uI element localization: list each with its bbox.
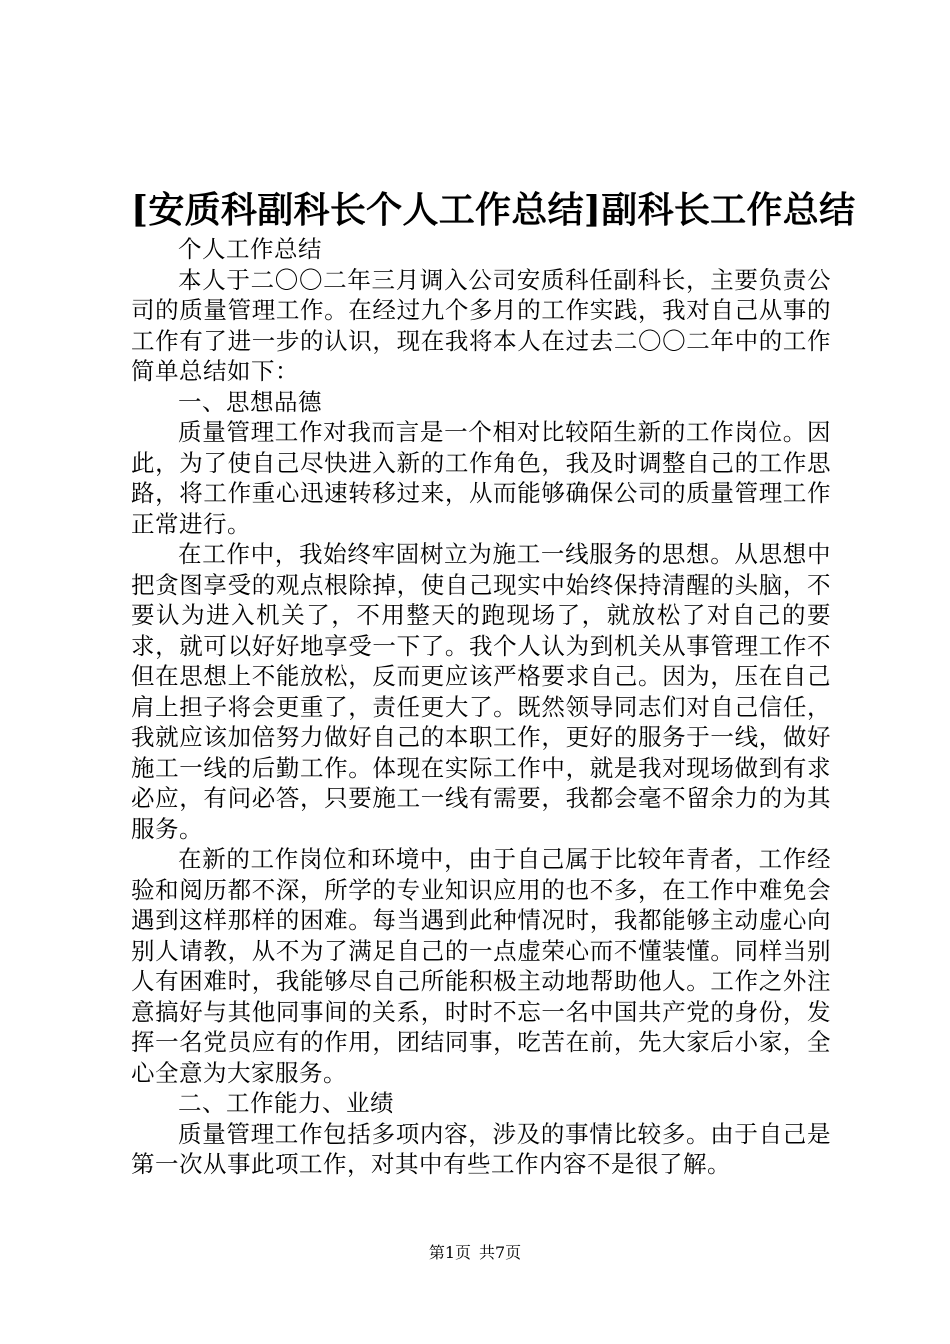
section-heading: 个人工作总结 [178,235,322,263]
paragraph: 质量管理工作包括多项内容，涉及的事情比较多。由于自己是第一次从事此项工作，对其中有些工作内容不是很了解。 [131,1119,831,1178]
paragraph: 在新的工作岗位和环境中，由于自己属于比较年青者，工作经验和阅历都不深，所学的专业知识应用的也不多，在工作中难免会遇到这样那样的困难。每当遇到此种情况时，我都能够主动虚心向别人请教，从不为了满足自己的一点虚荣心而不懂装懂。同样当别人有困难时，我能够尽自己所能积极主动地帮助他人。工作之外注意搞好与其他同事间的关系，时时不忘一名中国共产党的身份，发挥一名党员应有的作用，团结同事，吃苦在前，先大家后小家，全心全意为大家服务。 [131,845,831,1087]
paragraph: 本人于二〇〇二年三月调入公司安质科任副科长，主要负责公司的质量管理工作。在经过九个多月的工作实践，我对自己从事的工作有了进一步的认识，现在我将本人在过去二〇〇二年中的工作简单总结如下： [131,265,831,385]
page-footer [0,1243,950,1263]
paragraph: 在工作中，我始终牢固树立为施工一线服务的思想。从思想中把贪图享受的观点根除掉，使自己现实中始终保持清醒的头脑，不要认为进入机关了，不用整天的跑现场了，就放松了对自己的要求，就可以好好地享受一下了。我个人认为到机关从事管理工作不但在思想上不能放松，反而更应该严格要求自己。因为，压在自己肩上担子将会更重了，责任更大了。既然领导同志们对自己信任，我就应该加倍努力做好自己的本职工作，更好的服务于一线，做好施工一线的后勤工作。体现在实际工作中，就是我对现场做到有求必应，有问必答，只要施工一线有需要，我都会毫不留余力的为其服务。 [131,540,831,843]
document-title: [安质科副科长个人工作总结]副科长工作总结 [131,189,856,231]
paragraph: 质量管理工作对我而言是一个相对比较陌生新的工作岗位。因此，为了使自己尽快进入新的工作角色，我及时调整自己的工作思路，将工作重心迅速转移过来，从而能够确保公司的质量管理工作正常进行。 [131,418,831,538]
section-heading: 二、工作能力、业绩 [178,1089,394,1117]
page-total: 共7页 [479,1243,522,1262]
document-body [131,234,831,1180]
section-heading: 一、思想品德 [178,387,322,416]
page-number: 第1页 [428,1243,471,1262]
